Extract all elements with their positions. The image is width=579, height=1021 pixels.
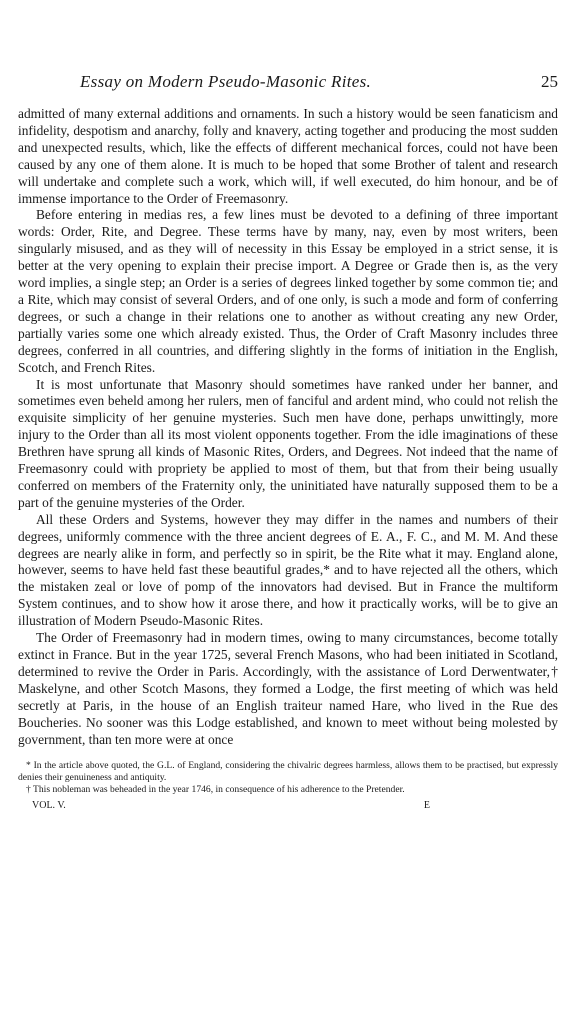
footnote: * In the article above quoted, the G.L. of England, considering the chivalric degrees harmless, allows them to be practised, but expressly denies their genuineness and antiquity. [18, 760, 558, 784]
page-header [18, 72, 558, 102]
book-page [18, 72, 558, 816]
body-text [18, 106, 558, 748]
footnote: † This nobleman was beheaded in the year 1746, in consequence of his adherence to the Pretender. [26, 784, 405, 796]
paragraph: admitted of many external additions and ornaments. In such a history would be seen fanaticism and infidelity, despotism and anarchy, folly and knavery, acting together and producing the most sudden and unexpected results, which, like the effects of different mechanical forces, could not have been caused by any one of them alone. It is much to be hoped that some Brother of talent and research will undertake and complete such a work, which will, if well executed, do him honour, and be of immense importance to the Order of Freemasonry. [18, 106, 558, 206]
signature-line [18, 800, 558, 816]
paragraph: All these Orders and Systems, however they may differ in the names and numbers of their degrees, uniformly commence with the three ancient degrees of E. A., F. C., and M. M. And these degrees are nearly alike in form, and perfectly so in spirit, be the Rite what it may. England alone, however, seems to have held fast these beautiful grades,* and to have rejected all the others, which the mistaken zeal or love of pomp of the innovators had devised. But in France the multiform System continues, and to show how it arose there, and how it practically works, will be to give an illustration of Modern Pseudo-Masonic Rites. [18, 511, 558, 629]
paragraph: The Order of Freemasonry had in modern times, owing to many circumstances, become totally extinct in France. But in the year 1725, several French Masons, who had been initiated in Scotland, determined to revive the Order in Paris. Accordingly, with the assistance of Lord Derwentwater,† Maskelyne, and other Scotch Masons, they formed a Lodge, the first meeting of which was held secretly at Paris, in the house of an English traiteur named Hare, who lived in the Rue des Boucheries. No sooner was this Lodge established, and known to meet without being molested by government, than ten more were at once [18, 630, 558, 747]
footnotes [18, 760, 558, 795]
page-number: 25 [541, 72, 558, 91]
paragraph: Before entering in medias res, a few lines must be devoted to a defining of three important words: Order, Rite, and Degree. These terms have by many, nay, even by most writers, been singularly misused, and as they will of necessity in this Essay be employed in a strict sense, it is better at the very opening to explain their precise import. A Degree or Grade then is, as the very word implies, a single step; an Order is a series of degrees linked together by some common tie; and a Rite, which may consist of several Orders, and of one only, is such a mode and form of conferring degrees, or such a change in their relations one to another as without creating any new Order, partially varies some one which already existed. Thus, the Order of Craft Masonry includes three degrees, conferred in all countries, and differing slightly in the forms of initiation in the English, Scotch, and French Rites. [18, 207, 558, 375]
signature-letter: E [423, 799, 430, 811]
paragraph: It is most unfortunate that Masonry should sometimes have ranked under her banner, and sometimes even beheld among her rulers, men of fanciful and ardent mind, who could not relish the exquisite simplicity of her genuine mysteries. Such men have done, perhaps unwittingly, more injury to the Order than all its most violent opponents together. From the idle imaginations of these Brethren have sprung all kinds of Masonic Rites, Orders, and Degrees. Not indeed that the name of Freemasonry could with propriety be applied to most of them, but that from their being usually conferred on members of the Fraternity only, the uninitiated have naturally supposed them to be a part of the genuine mysteries of the Order. [18, 376, 558, 510]
running-title: Essay on Modern Pseudo-Masonic Rites. [80, 72, 372, 91]
volume-mark: VOL. V. [32, 799, 66, 811]
